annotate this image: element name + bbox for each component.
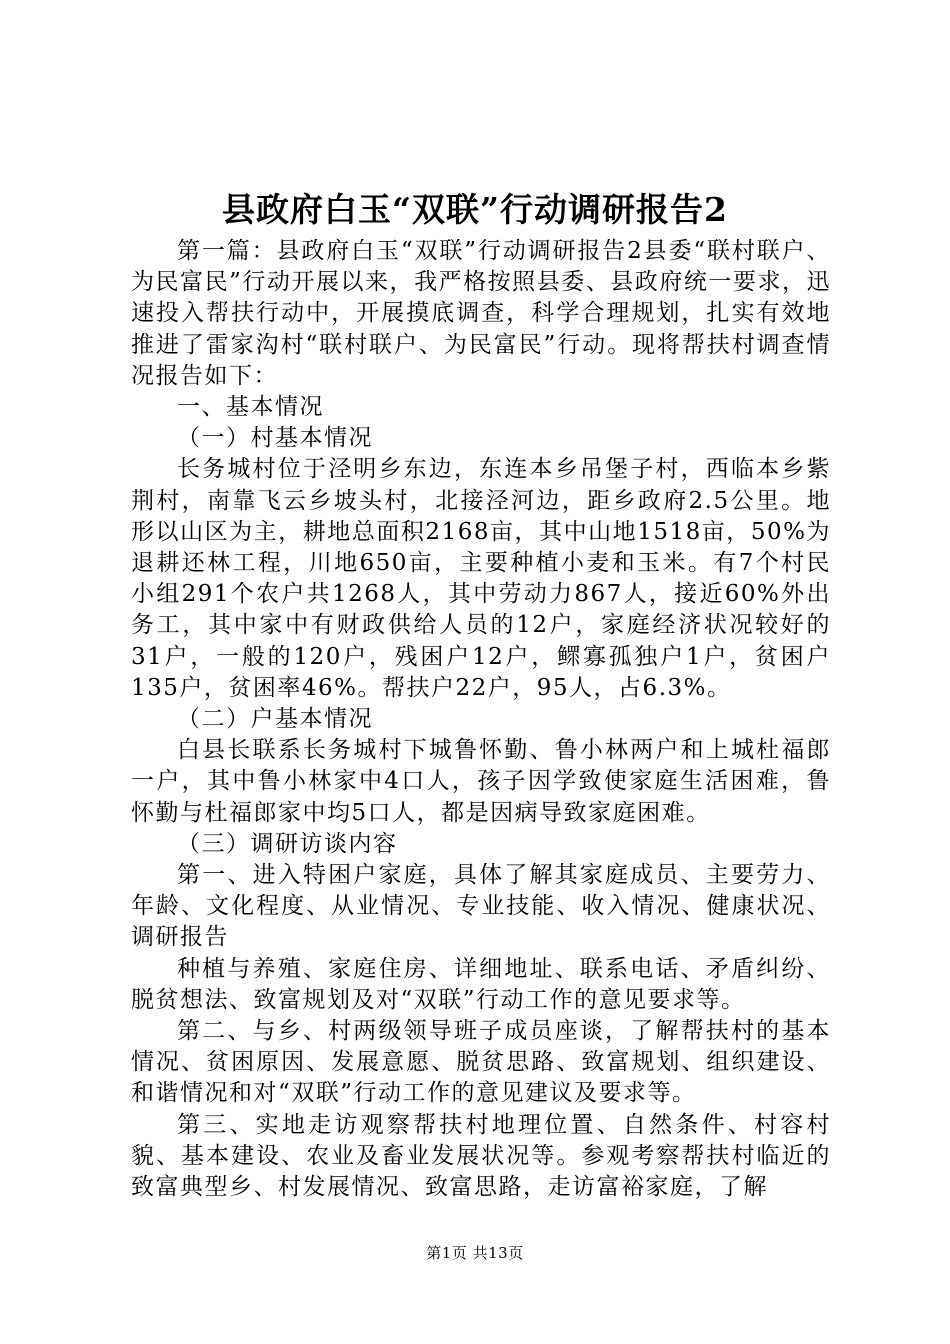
paragraph-interview-third: 第三、实地走访观察帮扶村地理位置、自然条件、村容村貌、基本建设、农业及畜业发展状况等。参观考察帮扶村临近的致富典型乡、村发展情况、致富思路，走访富裕家庭，了解 [131,1111,831,1201]
document-title: 县政府白玉“双联”行动调研报告2 [222,190,728,229]
subsection-heading-interview: （三）调研访谈内容 [177,830,398,857]
paragraph-village-info: 长务城村位于泾明乡东边，东连本乡吊堡子村，西临本乡紫荆村，南靠飞云乡坡头村，北接泾河边，距乡政府2.5公里。地形以山区为主，耕地总面积2168亩，其中山地1518亩，50%为退耕还林工程，川地650亩，主要种植小麦和玉米。有7个村民小组291个农户共1268人，其中劳动力867人，接近60%外出务工，其中家中有财政供给人员的12户，家庭经济状况较好的31户，一般的120户，残困户12户，鳏寡孤独户1户，贫困户135户，贫困率46%。帮扶户22户，95人，占6.3%。 [131,456,831,701]
paragraph-household-info: 白县长联系长务城村下城鲁怀勤、鲁小林两户和上城杜福郎一户，其中鲁小林家中4口人，孩子因学致使家庭生活困难，鲁怀勤与杜福郎家中均5口人，都是因病导致家庭困难。 [131,737,831,826]
paragraph-interview-first: 第一、进入特困户家庭，具体了解其家庭成员、主要劳力、年龄、文化程度、从业情况、专业技能、收入情况、健康状况、调研报告 [131,862,831,951]
paragraph-interview-first-cont: 种植与养殖、家庭住房、详细地址、联系电话、矛盾纠纷、脱贫想法、致富规划及对“双联”行动工作的意见要求等。 [131,955,831,1013]
paragraph-interview-second: 第二、与乡、村两级领导班子成员座谈，了解帮扶村的基本情况、贫困原因、发展意愿、脱贫思路、致富规划、组织建设、和谐情况和对“双联”行动工作的意见建议及要求等。 [131,1018,831,1107]
subsection-heading-household-info: （二）户基本情况 [177,706,373,733]
paragraph-intro: 第一篇：县政府白玉“双联”行动调研报告2县委“联村联户、为民富民”行动开展以来，我严格按照县委、县政府统一要求，迅速投入帮扶行动中，开展摸底调查，科学合理规划，扎实有效地推进了雷家沟村“联村联户、为民富民”行动。现将帮扶村调查情况报告如下： [131,238,831,389]
page-number-footer: 第1页 共13页 [426,1244,524,1262]
section-heading-basic-info: 一、基本情况 [177,394,324,421]
subsection-heading-village-info: （一）村基本情况 [177,425,373,452]
document-body [131,236,831,1203]
